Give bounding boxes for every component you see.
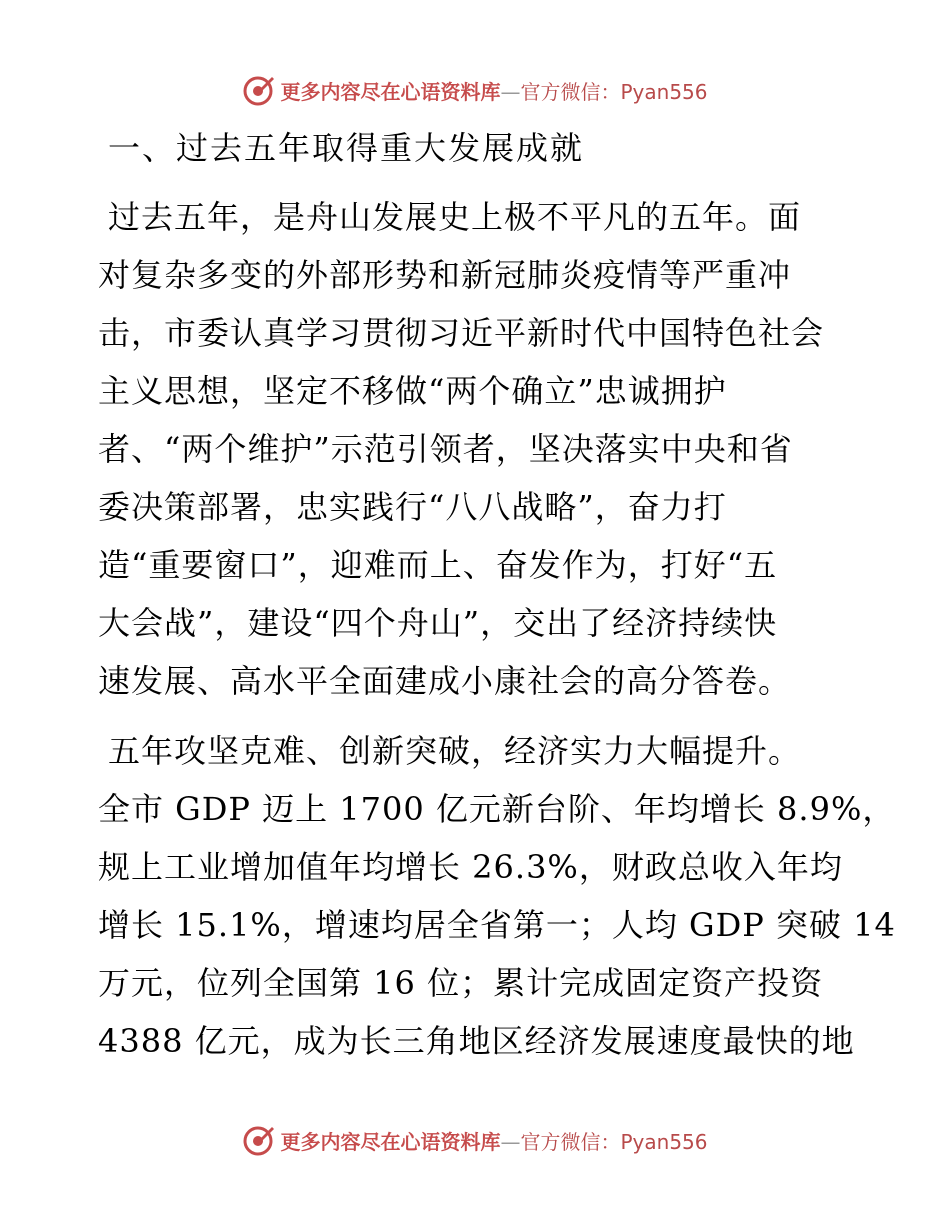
watermark-text (280, 76, 707, 105)
watermark-account: Pyan556 (620, 1129, 708, 1154)
paragraph-2-line: 4388 亿元，成为长三角地区经济发展速度最快的地 (98, 1022, 855, 1060)
header-watermark (0, 70, 950, 110)
paragraph-2 (98, 722, 896, 1070)
footer-watermark (0, 1120, 950, 1160)
watermark-part2: 官方微信： (520, 79, 621, 104)
paragraph-2-line: 全市 GDP 迈上 1700 亿元新台阶、年均增长 8.9%， (98, 790, 896, 828)
watermark-dash: — (500, 79, 521, 104)
paragraph-1-line: 大会战”，建设“四个舟山”，交出了经济持续快 (98, 604, 778, 642)
paragraph-1-line: 者、“两个维护”示范引领者，坚决落实中央和省 (98, 430, 793, 468)
paragraph-1-line: 过去五年，是舟山发展史上极不平凡的五年。面 (108, 198, 802, 236)
section-heading: 一、过去五年取得重大发展成就 (108, 129, 585, 167)
paragraph-2-line: 增长 15.1%，增速均居全省第一；人均 GDP 突破 14 (98, 906, 896, 944)
paragraph-2-line: 规上工业增加值年均增长 26.3%，财政总收入年均 (98, 848, 843, 886)
watermark-part1: 更多内容尽在心语资料库 (280, 1129, 501, 1154)
paragraph-1-line: 委决策部署，忠实践行“八八战略”，奋力打 (98, 488, 727, 526)
paragraph-1-line: 主义思想，坚定不移做“两个确立”忠诚拥护 (98, 372, 727, 410)
logo-pen-icon (242, 1123, 276, 1157)
paragraph-1-line: 速发展、高水平全面建成小康社会的高分答卷。 (98, 662, 792, 700)
paragraph-1-line: 击，市委认真学习贯彻习近平新时代中国特色社会 (98, 314, 825, 352)
watermark-dash: — (500, 1129, 521, 1154)
paragraph-1-line: 对复杂多变的外部形势和新冠肺炎疫情等严重冲 (98, 256, 792, 294)
document-body (98, 118, 896, 1070)
paragraph-2-line: 五年攻坚克难、创新突破，经济实力大幅提升。 (108, 732, 802, 770)
paragraph-1-line: 造“重要窗口”，迎难而上、奋发作为，打好“五 (98, 546, 778, 584)
logo-pen-icon (242, 73, 276, 107)
paragraph-1 (98, 188, 858, 710)
watermark-part1: 更多内容尽在心语资料库 (280, 79, 501, 104)
watermark-text (280, 1126, 707, 1155)
watermark-account: Pyan556 (620, 79, 708, 104)
watermark-part2: 官方微信： (520, 1129, 621, 1154)
paragraph-2-line: 万元，位列全国第 16 位；累计完成固定资产投资 (98, 964, 824, 1002)
